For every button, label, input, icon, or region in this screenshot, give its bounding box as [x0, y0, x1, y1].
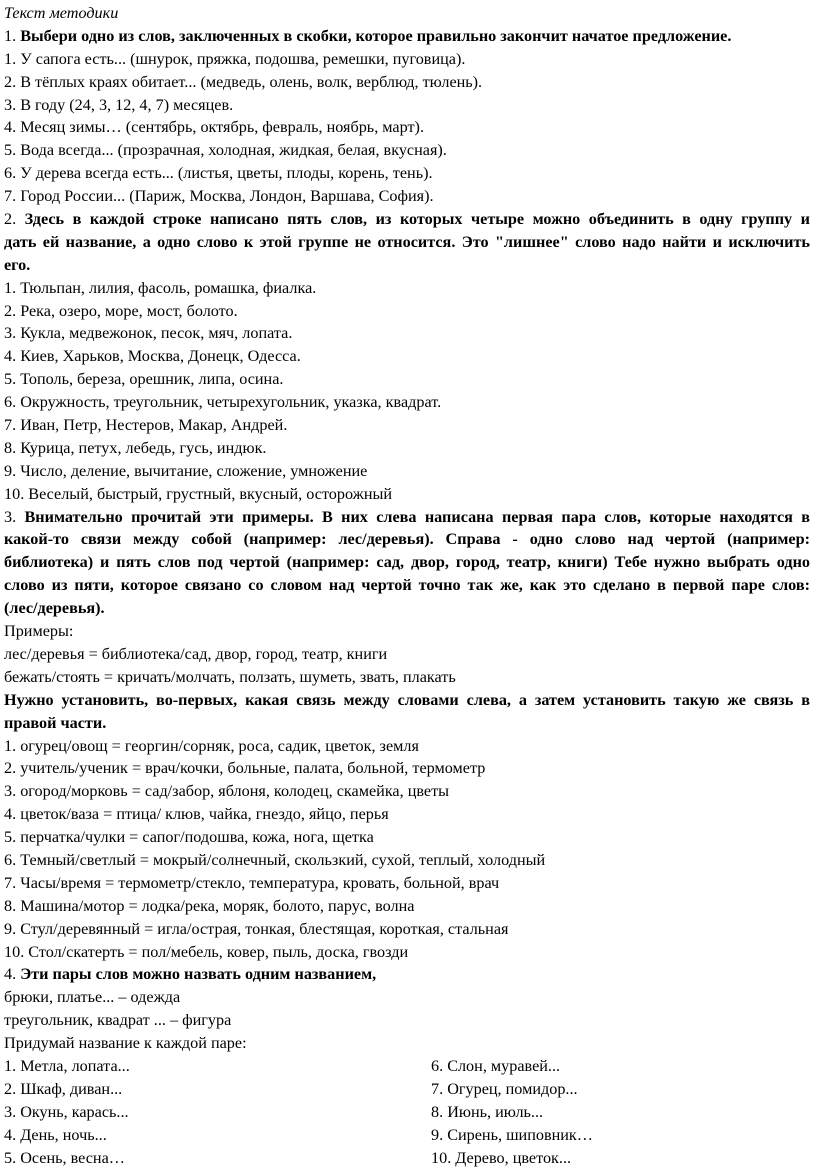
list-item: 5. Вода всегда... (прозрачная, холодная, жидкая, белая, вкусная). [4, 141, 447, 160]
list-item: 5. Осень, весна… [4, 1148, 125, 1167]
list-item: 9. Сирень, шиповник… [431, 1125, 593, 1144]
example-line: брюки, платье... – одежда [4, 988, 181, 1007]
document-title: Текст методики [4, 4, 119, 22]
list-item: 1. огурец/овощ = георгин/сорняк, роса, садик, цветок, земля [4, 736, 419, 755]
example-line: бежать/стоять = кричать/молчать, ползать, шуметь, звать, плакать [4, 667, 456, 686]
list-item: 6. Слон, муравей... [431, 1056, 561, 1075]
section-number: 3. [4, 507, 25, 526]
example-line: лес/деревья = библиотека/сад, двор, город, театр, книги [4, 644, 388, 663]
list-item: 9. Стул/деревянный = игла/острая, тонкая, блестящая, короткая, стальная [4, 919, 509, 938]
section-heading-line: дать ей название, а одно слово к этой группе не относится. Это "лишнее" слово надо найти и исключить [4, 232, 810, 251]
two-column-row [4, 1124, 810, 1147]
list-item: 4. Киев, Харьков, Москва, Донецк, Одесса. [4, 347, 301, 366]
list-item: 1. У сапога есть... (шнурок, пряжка, подошва, ремешки, пуговица). [4, 49, 466, 68]
section-heading-line: какой-то связи между собой (например: лес/деревья). Справа - одно слово над чертой (например: [4, 530, 810, 549]
examples-label: Примеры: [4, 622, 74, 641]
list-item: 5. Тополь, береза, орешник, липа, осина. [4, 370, 284, 389]
section-number: 1. [4, 26, 21, 45]
list-item: 8. Курица, петух, лебедь, гусь, индюк. [4, 438, 267, 457]
instruction-note: правой части. [4, 713, 107, 732]
section-1-heading [4, 25, 810, 48]
section-heading-line: библиотека) и пять слов под чертой (например: сад, двор, город, театр, книги) Тебе нужно выбрать одно [4, 553, 810, 572]
list-item: 9. Число, деление, вычитание, сложение, умножение [4, 461, 368, 480]
section-heading-line: (лес/деревья). [4, 599, 105, 618]
list-item: 7. Огурец, помидор... [431, 1079, 578, 1098]
list-item: 4. цветок/ваза = птица/ клюв, чайка, гнездо, яйцо, перья [4, 805, 389, 824]
section-heading-text: Внимательно прочитай эти примеры. В них слева написана первая пара слов, которые находятся в [24, 507, 811, 526]
list-item: 2. Река, озеро, море, мост, болото. [4, 301, 238, 320]
task-prompt: Придумай название к каждой паре: [4, 1034, 247, 1053]
section-heading-line: его. [4, 255, 31, 274]
list-item: 1. Метла, лопата... [4, 1056, 130, 1075]
list-item: 2. Шкаф, диван... [4, 1079, 123, 1098]
two-column-row [4, 1147, 810, 1169]
list-item: 7. Часы/время = термометр/стекло, температура, кровать, больной, врач [4, 873, 500, 892]
section-heading-text: Эти пары слов можно назвать одним названием, [20, 965, 377, 984]
instruction-note: Нужно установить, во-первых, какая связь между словами слева, а затем установить такую же связь в [4, 690, 810, 709]
section-heading-line: слово из пяти, которое связано со словом над чертой точно так же, как это сделано в первой паре слов: [4, 576, 810, 595]
section-3-heading [4, 506, 810, 529]
list-item: 3. Кукла, медвежонок, песок, мяч, лопата. [4, 324, 293, 343]
section-4-heading [4, 963, 810, 986]
two-column-row [4, 1055, 810, 1078]
two-column-row [4, 1101, 810, 1124]
list-item: 2. В тёплых краях обитает... (медведь, олень, волк, верблюд, тюлень). [4, 72, 483, 91]
list-item: 1. Тюльпан, лилия, фасоль, ромашка, фиалка. [4, 278, 317, 297]
list-item: 3. огород/морковь = сад/забор, яблоня, колодец, скамейка, цветы [4, 782, 450, 801]
list-item: 8. Июнь, июль... [431, 1102, 544, 1121]
section-heading-text: Здесь в каждой строке написано пять слов, из которых четыре можно объединить в одну группу и [24, 210, 810, 229]
two-column-row [4, 1078, 810, 1101]
list-item: 3. Окунь, карась... [4, 1102, 129, 1121]
list-item: 2. учитель/ученик = врач/кочки, больные, палата, больной, термометр [4, 759, 486, 778]
list-item: 3. В году (24, 3, 12, 4, 7) месяцев. [4, 95, 234, 114]
list-item: 7. Город России... (Париж, Москва, Лондон, Варшава, София). [4, 187, 434, 206]
list-item: 10. Стол/скатерть = пол/мебель, ковер, пыль, доска, гвозди [4, 942, 409, 961]
list-item: 8. Машина/мотор = лодка/река, моряк, болото, парус, волна [4, 896, 415, 915]
list-item: 4. Месяц зимы… (сентябрь, октябрь, февраль, ноябрь, март). [4, 118, 424, 137]
section-heading-text: Выбери одно из слов, заключенных в скобки, которое правильно закончит начатое предложение. [20, 26, 732, 45]
list-item: 6. У дерева всегда есть... (листья, цветы, плоды, корень, тень). [4, 164, 433, 183]
list-item: 6. Темный/светлый = мокрый/солнечный, скользкий, сухой, теплый, холодный [4, 850, 546, 869]
list-item: 4. День, ночь... [4, 1125, 107, 1144]
list-item: 5. перчатка/чулки = сапог/подошва, кожа, нога, щетка [4, 828, 374, 847]
list-item: 10. Дерево, цветок... [431, 1148, 572, 1167]
list-item: 10. Веселый, быстрый, грустный, вкусный, осторожный [4, 484, 393, 503]
section-number: 4. [4, 965, 21, 984]
section-number: 2. [4, 210, 25, 229]
example-line: треугольник, квадрат ... – фигура [4, 1011, 232, 1030]
list-item: 7. Иван, Петр, Нестеров, Макар, Андрей. [4, 416, 288, 435]
document-page [4, 2, 810, 1169]
section-2-heading [4, 208, 810, 231]
list-item: 6. Окружность, треугольник, четырехугольник, указка, квадрат. [4, 393, 442, 412]
